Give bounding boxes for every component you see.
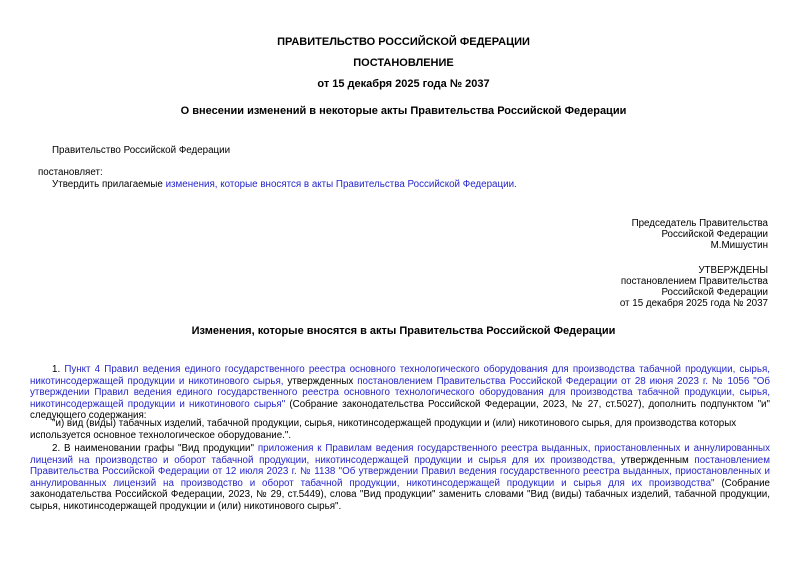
approval-line-1: УТВЕРЖДЕНЫ xyxy=(698,265,768,276)
annex-paragraph-1 xyxy=(30,364,770,422)
approval-line-2: постановлением Правительства xyxy=(620,276,768,287)
annex-paragraph-1-quote: "и) вид (виды) табачных изделий, табачной продукции, сырья, никотинсодержащей продукции и (или) никотинового сырья, для производства которых используется основное технологическое оборудование.". xyxy=(30,418,737,441)
doc-type-heading: ПОСТАНОВЛЕНИЕ xyxy=(353,57,454,69)
approval-line-4: от 15 декабря 2025 года № 2037 xyxy=(619,298,768,309)
approval-line-3: Российской Федерации xyxy=(661,287,768,298)
annex-paragraph-2 xyxy=(30,443,770,513)
pm-name: М.Мишустин xyxy=(710,240,768,251)
p1-tail-text: (Собрание законодательства Российской Федерации, 2023, № 27, ст.5027), дополнить подпунктом "и" следующего содержания: xyxy=(30,398,770,422)
resolution-prefix: Утвердить прилагаемые xyxy=(52,178,166,190)
government-org-heading: ПРАВИТЕЛЬСТВО РОССИЙСКОЙ ФЕДЕРАЦИИ xyxy=(277,36,530,48)
annex-title: Изменения, которые вносятся в акты Правительства Российской Федерации xyxy=(191,325,616,337)
p2-number: 2. В наименовании графы "Вид продукции" xyxy=(52,443,258,454)
p2-act-link-resolution-1138[interactable]: постановлением Правительства Российской Федерации от 12 июля 2023 г. № 1138 "Об утверждении Правил ведения государственного реестра выданных, приостановленных и аннулированных лицензий на производство и оборот табачной продукции, никотинсодержащей продукции и сырья для их производства" xyxy=(30,454,770,489)
pm-title-line-1: Председатель Правительства xyxy=(631,218,768,229)
doc-date-number: от 15 декабря 2025 года № 2037 xyxy=(317,78,490,90)
preamble-intro: Правительство Российской Федерации xyxy=(52,145,231,156)
p2-act-link-annex[interactable]: приложения к Правилам ведения государственного реестра выданных, приостановленных и аннулированных лицензий на производство и оборот табачной продукции, никотинсодержащей продукции и сырья для их производства, xyxy=(30,443,770,466)
p2-middle-text: утвержденным xyxy=(615,454,695,466)
approval-block xyxy=(620,265,768,309)
resolution-changes-link[interactable]: изменения, которые вносятся в акты Правительства Российской Федерации. xyxy=(165,178,517,190)
resolution-line xyxy=(52,179,517,190)
pm-title-line-2: Российской Федерации xyxy=(661,229,768,240)
p1-act-link-rules[interactable]: Пункт 4 Правил ведения единого государственного реестра основного технологического оборудования для производства табачной продукции, сырья, никотинсодержащей продукции и никотинового сырья, xyxy=(30,364,770,387)
p2-tail-text: (Собрание законодательства Российской Федерации, 2023, № 29, ст.5449), слова "Вид продукции" заменить словами "Вид (виды) табачных изделий, табачной продукции, сырья, никотинсодержащей продукции и (или) никотинового сырья". xyxy=(30,477,770,512)
p1-act-link-resolution-1056[interactable]: постановлением Правительства Российской Федерации от 28 июня 2023 г. № 1056 "Об утверждении Правил ведения единого государственного реестра основного технологического оборудования для производства табачной продукции, сырья, никотинсодержащей продукции и никотинового сырья" xyxy=(30,375,770,410)
preamble-resolves: постановляет: xyxy=(38,167,103,178)
p1-number: 1. xyxy=(52,364,65,375)
doc-title: О внесении изменений в некоторые акты Правительства Российской Федерации xyxy=(180,105,627,117)
p1-middle-text: утвержденных xyxy=(283,375,358,387)
signature-block xyxy=(632,218,768,251)
